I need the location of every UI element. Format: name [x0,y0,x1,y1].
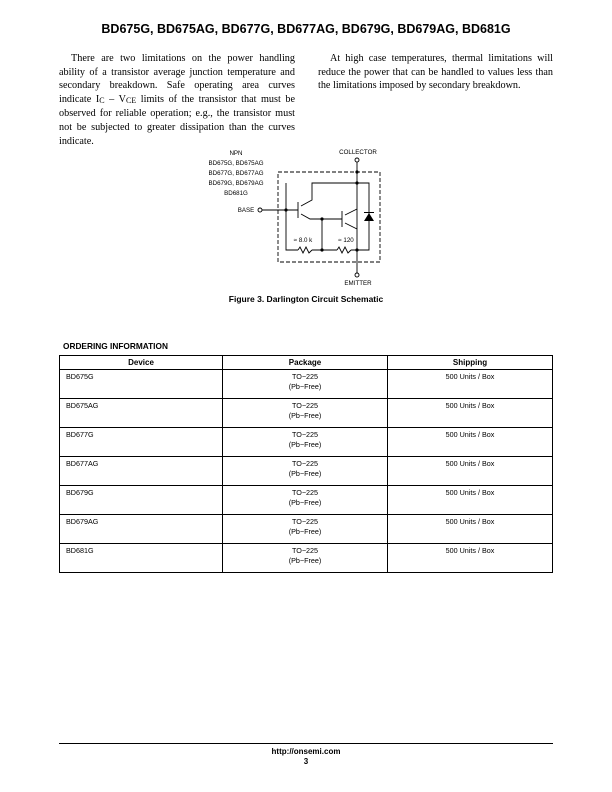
r2-label: ≈ 120 [338,237,354,244]
shipping-cell: 500 Units / Box [388,428,553,457]
package-cell [223,428,388,457]
darlington-schematic [200,140,400,290]
table-row [60,399,553,428]
device-cell: BD679AG [60,515,223,544]
device-cell: BD675G [60,370,223,399]
package-cell [223,486,388,515]
package-note: (Pb−Free) [288,382,322,391]
shipping-cell: 500 Units / Box [388,486,553,515]
figure-caption: Figure 3. Darlington Circuit Schematic [228,294,384,304]
package-note: (Pb−Free) [288,527,322,536]
package: TO−225 [291,488,319,497]
table-header-row [60,356,553,370]
diode-icon [364,213,374,221]
column-header: Device [60,356,223,370]
device-cell: BD677G [60,428,223,457]
paragraph-limitations [59,52,295,148]
footer-url[interactable]: http://onsemi.com [271,747,341,756]
ordering-table [59,355,553,573]
package: TO−225 [291,546,319,555]
text: limits of the transistor that must be observed for reliable operation; e.g., the transistor must not be subjected to greater dissipation than the curves indicate. [59,93,295,147]
table-row [60,428,553,457]
paragraph-thermal: At high case temperatures, thermal limitations will reduce the power that can be handled to values less than the limitations imposed by secondary breakdown. [318,53,553,92]
package-cell [223,457,388,486]
ordering-heading: ORDERING INFORMATION [63,341,168,351]
package-cell [223,370,388,399]
text: – V [104,93,126,105]
shipping-cell: 500 Units / Box [388,457,553,486]
npn-label: NPN [229,150,243,157]
resistor-r2 [337,247,351,253]
package-outline [278,172,380,262]
table-row [60,486,553,515]
base-label: BASE [237,207,255,214]
table-row [60,370,553,399]
page-title: BD675G, BD675AG, BD677G, BD677AG, BD679G, BD679AG, BD681G [101,22,511,36]
device-cell: BD677AG [60,457,223,486]
column-header: Package [223,356,388,370]
package: TO−225 [291,430,319,439]
table-row [60,457,553,486]
package: TO−225 [291,459,319,468]
device-cell: BD675AG [60,399,223,428]
emitter-label: EMITTER [344,280,372,287]
emitter-terminal [355,273,359,277]
package: TO−225 [291,372,319,381]
subscript: C [99,95,105,105]
device-cell: BD681G [60,544,223,573]
base-terminal [258,208,262,212]
collector-label: COLLECTOR [339,149,377,156]
collector-terminal [355,158,359,162]
subscript: CE [125,95,137,105]
shipping-cell: 500 Units / Box [388,370,553,399]
r1-label: ≈ 8.0 k [293,237,313,244]
package: TO−225 [291,517,319,526]
text: There are two limitations on the power handling ability of a transistor average junction temperature and secondary breakdown. Safe operating area curves indicate I [59,53,295,105]
page-number: 3 [303,757,309,766]
resistor-r1 [298,247,312,253]
part-label: BD675G, BD675AG [208,160,264,167]
footer-rule [59,743,553,744]
table-row [60,544,553,573]
package-note: (Pb−Free) [288,469,322,478]
package-cell [223,399,388,428]
part-label: BD679G, BD679AG [208,180,264,187]
package-cell [223,544,388,573]
package-note: (Pb−Free) [288,411,322,420]
package-note: (Pb−Free) [288,498,322,507]
shipping-cell: 500 Units / Box [388,544,553,573]
shipping-cell: 500 Units / Box [388,399,553,428]
package-note: (Pb−Free) [288,440,322,449]
table-row [60,515,553,544]
shipping-cell: 500 Units / Box [388,515,553,544]
part-label: BD677G, BD677AG [208,170,264,177]
package-note: (Pb−Free) [288,556,322,565]
column-header: Shipping [388,356,553,370]
package: TO−225 [291,401,319,410]
package-cell [223,515,388,544]
part-label: BD681G [224,190,248,197]
device-cell: BD679G [60,486,223,515]
